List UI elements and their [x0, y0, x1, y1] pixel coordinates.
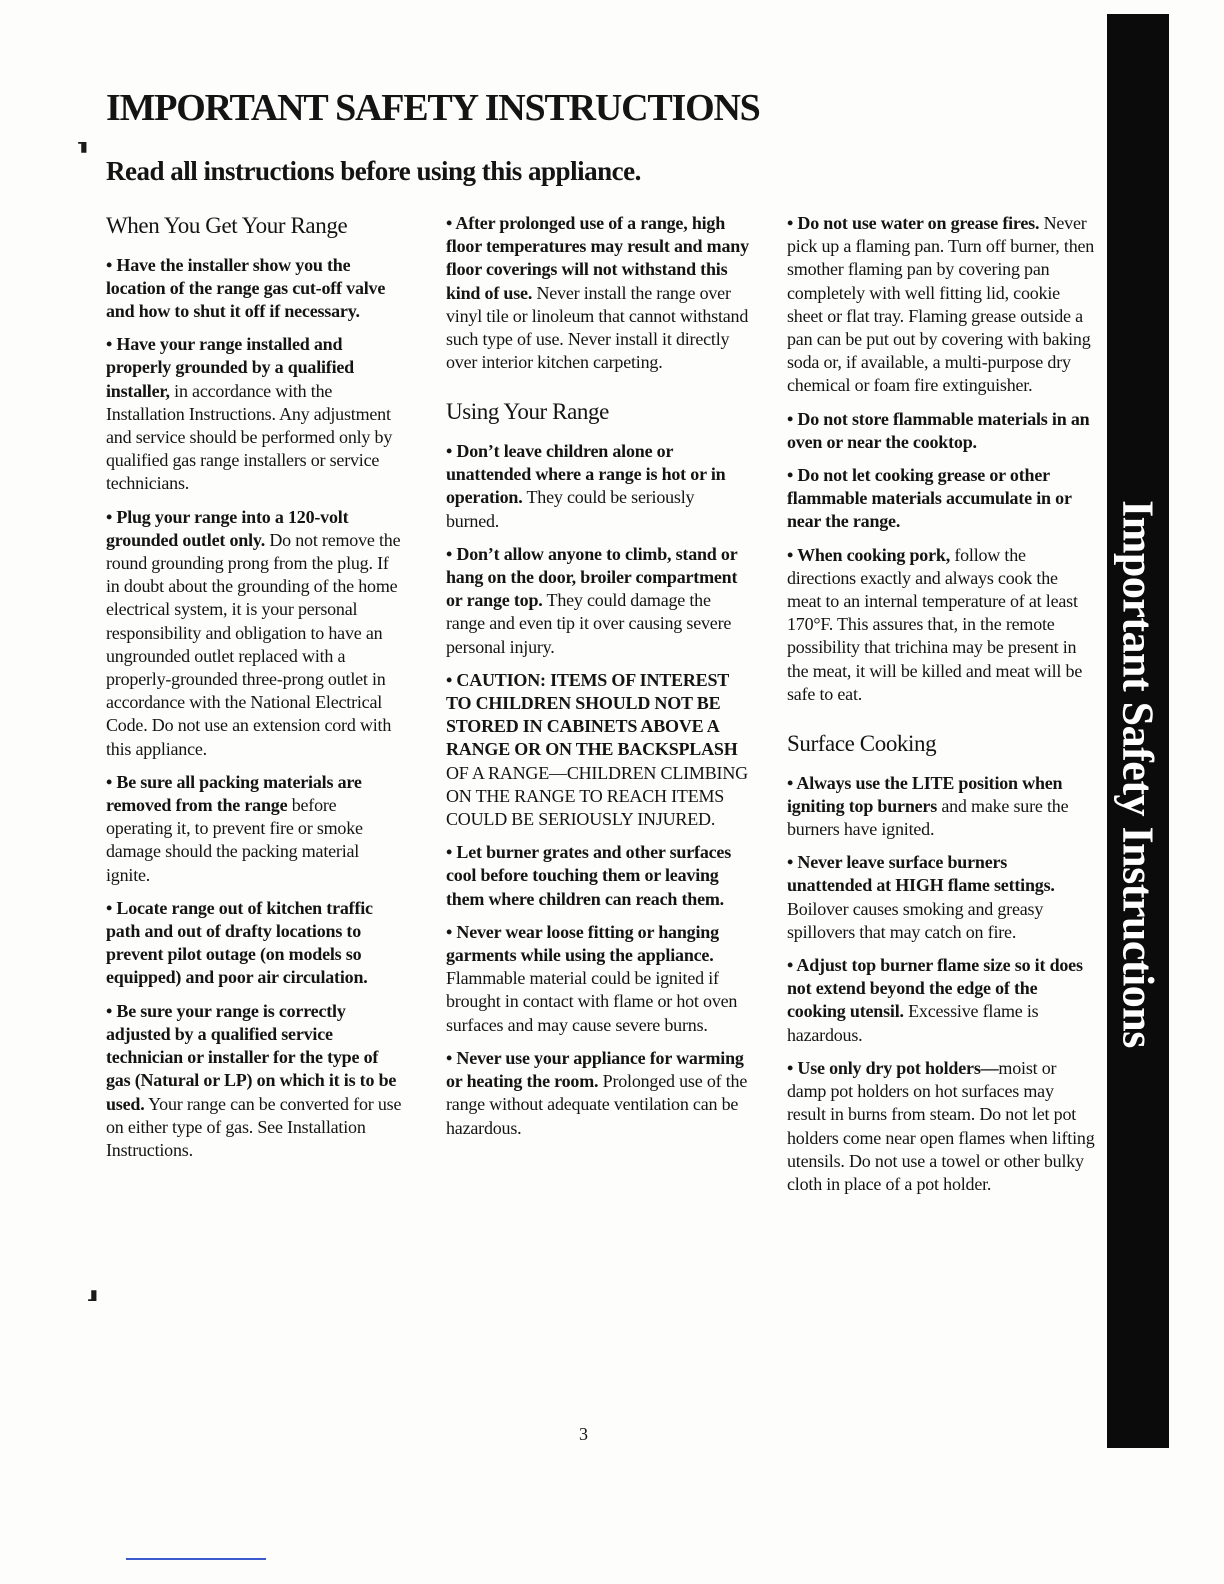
list-item: [787, 1057, 1095, 1196]
item-body: They could be seriously burned.: [446, 487, 695, 531]
list-item: [787, 954, 1095, 1047]
item-lead: • Locate range out of kitchen traffic path and out of drafty locations to prevent pilot outage (on models so equipped) and poor air circulation.: [106, 897, 373, 988]
section-heading-surface-cooking: Surface Cooking: [787, 731, 937, 757]
instruction-list: [106, 254, 406, 1163]
list-item: [106, 1000, 406, 1162]
list-item: [446, 921, 751, 1037]
list-item: [446, 440, 751, 533]
item-body: in accordance with the Installation Instructions. Any adjustment and service should be performed only by qualified gas range installers or service technicians.: [106, 380, 393, 494]
item-lead: • Plug your range into a 120-volt grounded outlet only.: [106, 506, 349, 550]
item-lead: • Never use your appliance for warming or heating the room.: [446, 1047, 744, 1092]
instruction-list: [446, 440, 751, 1140]
item-body: Boilover causes smoking and greasy spillovers that may catch on fire.: [787, 898, 1044, 942]
list-item: [106, 897, 406, 990]
list-item: [787, 408, 1095, 454]
item-lead: • After prolonged use of a range, high floor temperatures may result and many floor coverings will not withstand this kind of use.: [446, 213, 749, 303]
list-item: [787, 772, 1095, 842]
list-item: [106, 771, 406, 887]
item-body: and make sure the burners have ignited.: [787, 795, 1069, 840]
item-lead: • Be sure all packing materials are removed from the range: [106, 771, 362, 816]
list-item: [106, 254, 406, 324]
item-lead: • Let burner grates and other surfaces cool before touching them or leaving them where children can reach them.: [446, 842, 732, 909]
list-item: [787, 464, 1095, 534]
list-item: [787, 851, 1095, 944]
list-item: [446, 669, 751, 831]
item-lead: • Have your range installed and properly grounded by a qualified installer,: [106, 334, 354, 401]
column-2: [446, 212, 751, 1150]
section-heading-using-range: Using Your Range: [446, 399, 609, 425]
page-number: 3: [579, 1424, 588, 1444]
instruction-list: [446, 212, 751, 374]
page-subtitle: Read all instructions before using this appliance.: [106, 156, 641, 186]
item-body: They could damage the range and even tip it over causing severe personal injury.: [446, 590, 732, 657]
item-body: Never pick up a flaming pan. Turn off burner, then smother flaming pan by covering pan completely with well fitting lid, cookie sheet or flat tray. Flaming grease outside a pan can be put out by covering with baking soda or, if available, a multi-purpose dry chemical or foam fire extinguisher.: [787, 213, 1095, 396]
list-item: [446, 543, 751, 659]
item-lead: • Never leave surface burners unattended at HIGH flame settings.: [787, 852, 1055, 896]
item-body: OF A RANGE—CHILDREN CLIMBING ON THE RANGE TO REACH ITEMS COULD BE SERIOUSLY INJURED.: [446, 762, 748, 830]
list-item: [446, 212, 751, 374]
item-lead: • Adjust top burner flame size so it does not extend beyond the edge of the cooking utensil.: [787, 955, 1083, 1022]
binding-hole-mark-top: ⸣: [76, 139, 91, 172]
list-item: [446, 1047, 751, 1140]
side-tab: [1107, 14, 1169, 1448]
divider: [126, 1558, 266, 1560]
item-body: moist or damp pot holders on hot surfaces may result in burns from steam. Do not let pot holders come near open flames when lifting utensils. Do not use a towel or other bulky cloth in place of a pot holder.: [787, 1057, 1095, 1194]
item-body: Your range can be converted for use on either type of gas. See Installation Instructions.: [106, 1093, 402, 1160]
section-heading-get-range: When You Get Your Range: [106, 213, 348, 238]
item-lead: • Do not store flammable materials in an oven or near the cooktop.: [787, 408, 1090, 452]
item-lead: • Never wear loose fitting or hanging garments while using the appliance.: [446, 921, 719, 966]
column-1: [106, 212, 406, 1172]
list-item: [106, 506, 406, 761]
item-lead: • When cooking pork,: [787, 544, 951, 565]
item-body: Flammable material could be ignited if brought in contact with flame or hot oven surfaces and may cause severe burns.: [446, 968, 738, 1035]
side-tab-label: Important Safety Instructions: [1113, 500, 1163, 1048]
list-item: [106, 333, 406, 495]
item-body: Do not remove the round grounding prong from the plug. If in doubt about the grounding of the home electrical system, it is your personal responsibility and obligation to have an ungrounded outlet replaced with a properly-grounded three-prong outlet in accordance with the National Electrical Code. Do not use an extension cord with this appliance.: [106, 529, 401, 759]
item-body: before operating it, to prevent fire or smoke damage should the packing material ignite.: [106, 795, 363, 885]
item-lead: • CAUTION: ITEMS OF INTEREST TO CHILDREN SHOULD NOT BE STORED IN CABINETS ABOVE A RANGE OR ON THE BACKSPLASH: [446, 669, 738, 760]
item-lead: • Always use the LITE position when igniting top burners: [787, 772, 1063, 816]
item-body: follow the directions exactly and always cook the meat to an internal temperature of at least 170°F. This assures that, in the remote possibility that trichina may be present in the meat, it will be killed and meat will be safe to eat.: [787, 544, 1083, 704]
item-body: Excessive flame is hazardous.: [787, 1001, 1039, 1045]
list-item: [787, 212, 1095, 398]
page-title: IMPORTANT SAFETY INSTRUCTIONS: [106, 87, 760, 129]
list-item: [446, 841, 751, 911]
item-body: Never install the range over vinyl tile or linoleum that cannot withstand such type of use. Never install it directly over interior kitchen carpeting.: [446, 282, 749, 373]
item-lead: • Do not let cooking grease or other flammable materials accumulate in or near the range.: [787, 465, 1072, 532]
list-item: [787, 544, 1095, 706]
item-lead: • Do not use water on grease fires.: [787, 213, 1040, 233]
instruction-list: [787, 772, 1095, 1196]
column-3: [787, 212, 1095, 1206]
instruction-list: [787, 212, 1095, 706]
binding-hole-mark-bottom: ⸥: [86, 1271, 101, 1304]
item-lead: • Don’t allow anyone to climb, stand or hang on the door, broiler compartment or range top.: [446, 543, 738, 611]
item-lead: • Don’t leave children alone or unattended where a range is hot or in operation.: [446, 441, 726, 508]
item-lead: • Use only dry pot holders—: [787, 1057, 999, 1078]
item-lead: • Have the installer show you the location of the range gas cut-off valve and how to shut it off if necessary.: [106, 254, 386, 321]
item-body: Prolonged use of the range without adequate ventilation can be hazardous.: [446, 1071, 748, 1138]
item-lead: • Be sure your range is correctly adjusted by a qualified service technician or installer for the type of gas (Natural or LP) on which it is to be used.: [106, 1000, 397, 1114]
